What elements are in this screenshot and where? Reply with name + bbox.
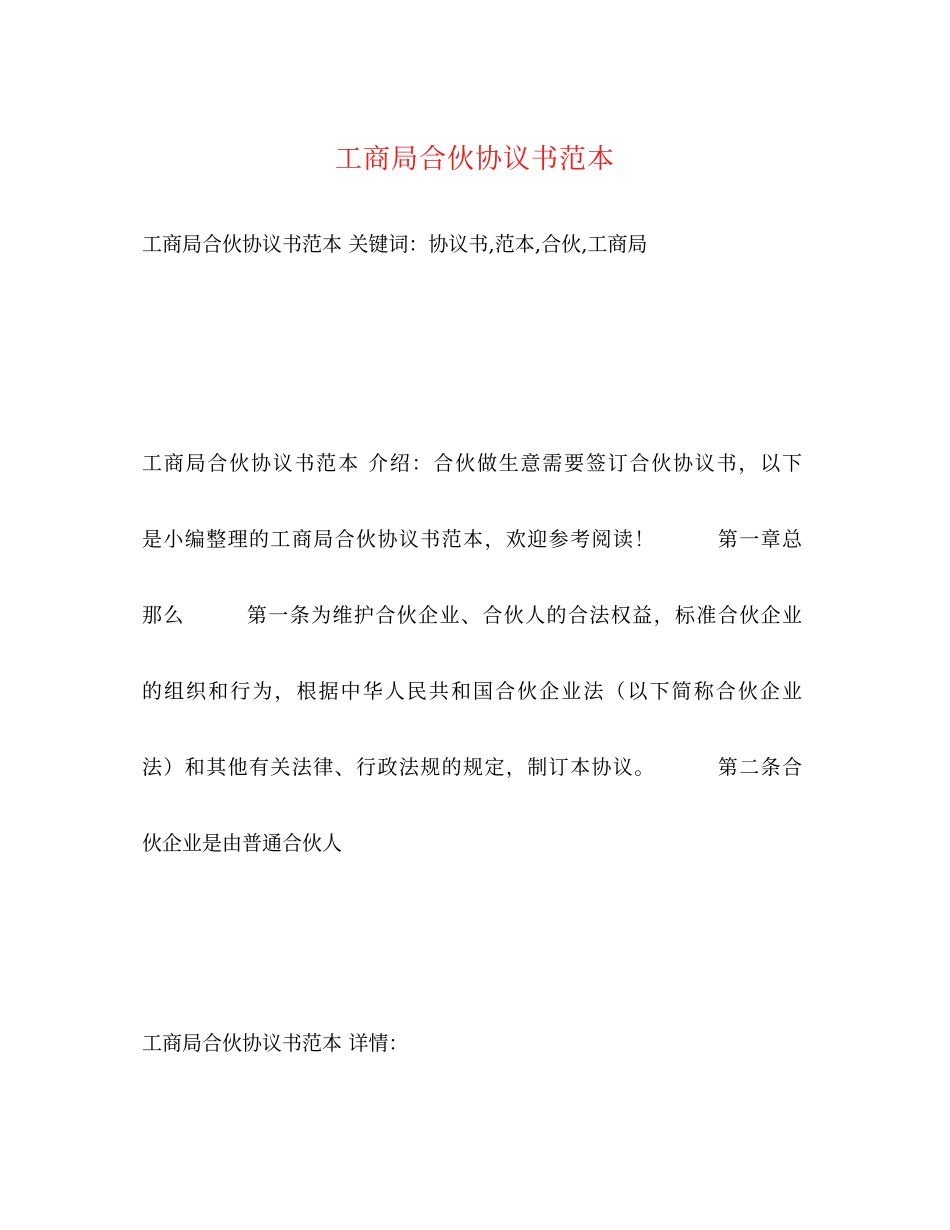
details-heading: 工商局合伙协议书范本 详情： <box>142 1031 409 1055</box>
intro-line: 的组织和行为，根据中华人民共和国合伙企业法（以下简称合伙企业 <box>142 679 802 703</box>
intro-line: 工商局合伙协议书范本 介绍：合伙做生意需要签订合伙协议书，以下 <box>142 451 802 475</box>
intro-line: 那么 第一条为维护合伙企业、合伙人的合法权益，标准合伙企业 <box>142 603 802 627</box>
intro-line: 法）和其他有关法律、行政法规的规定，制订本协议。 第二条合 <box>142 755 802 779</box>
intro-line: 是小编整理的工商局合伙协议书范本，欢迎参考阅读！ 第一章总 <box>142 527 802 551</box>
document-title: 工商局合伙协议书范本 <box>335 144 615 175</box>
keywords-line: 工商局合伙协议书范本 关键词：协议书,范本,合伙,工商局 <box>142 232 648 256</box>
intro-paragraph <box>142 445 802 861</box>
intro-line: 伙企业是由普通合伙人 <box>142 831 342 855</box>
